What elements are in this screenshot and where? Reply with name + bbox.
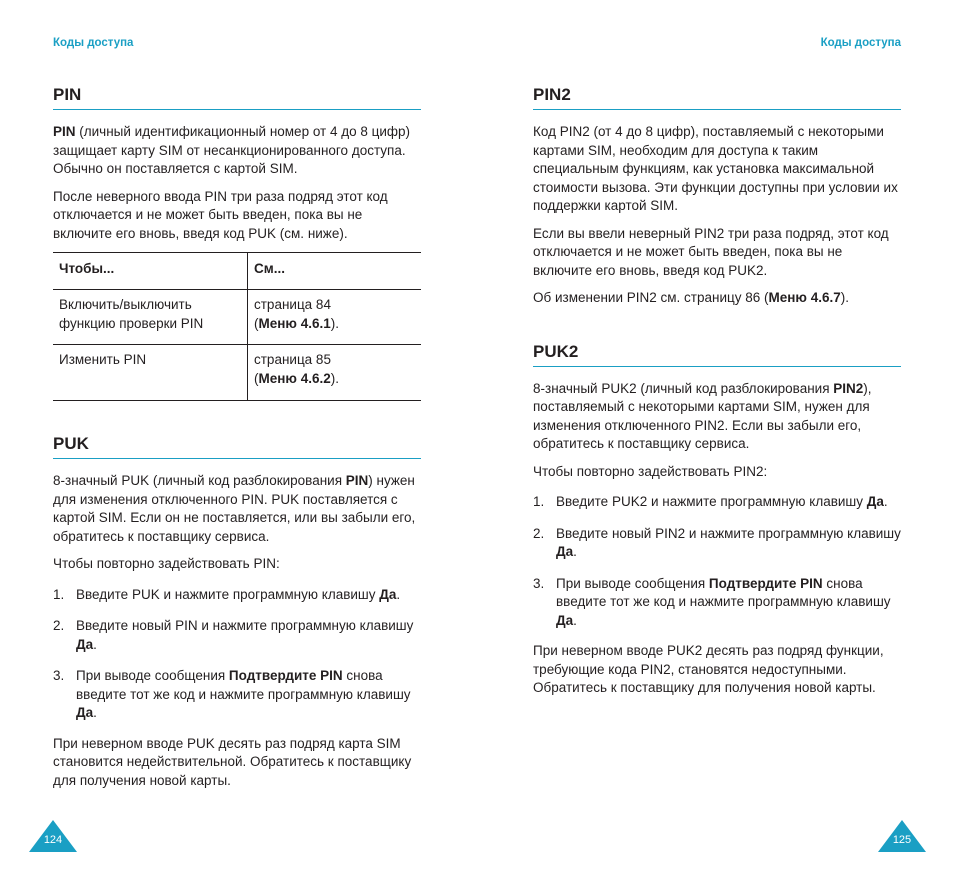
text: (личный идентификационный номер от 4 до 8 цифр) защищает карту SIM от несанкционированного доступа. Обычно он поставляется с картой SIM. (53, 124, 411, 176)
right-page (477, 0, 954, 886)
paren: ( (254, 316, 259, 331)
list-item (53, 586, 421, 605)
table-cell (248, 345, 422, 401)
puk-paragraph-1 (53, 472, 421, 546)
section-title: PUK2 (533, 341, 579, 361)
text: ). (840, 290, 849, 305)
softkey-label: Да (556, 612, 574, 628)
softkey-label: Да (866, 494, 884, 509)
section-heading-pin (53, 85, 421, 110)
section-title: PIN (53, 85, 82, 104)
page-number-marker (29, 820, 77, 852)
puk-paragraph-3: При неверном вводе PUK десять раз подряд карта SIM становится недействительной. Обратитесь к поставщику для получения новой карты. (53, 735, 412, 788)
softkey-label: Да (76, 636, 94, 652)
section-heading-puk (53, 434, 421, 459)
step-number: 2. (533, 525, 545, 541)
step-number: 3. (533, 575, 545, 591)
message-label: Подтвердите PIN (708, 575, 823, 591)
running-header: Коды доступа (820, 37, 901, 49)
step-number: 2. (53, 618, 65, 633)
running-header: Коды доступа (53, 37, 134, 49)
text: ) нужен для изменения отключенного PIN. PUK поставляется с картой SIM. Если он не поставляется, или вы забыли его, обратитесь к поставщику сервиса. (53, 473, 416, 544)
table-cell: Изменить PIN (53, 345, 248, 401)
message-label: Подтвердите PIN (228, 668, 343, 683)
table-cell: Включить/выключить функцию проверки PIN (53, 290, 248, 345)
softkey-label: Да (556, 544, 574, 559)
puk2-paragraph-1 (533, 380, 901, 454)
menu-ref: Меню 4.6.1 (258, 316, 331, 331)
text: ), поставляемый с некоторыми картами SIM, нужен для изменения отключенного PIN2. Если вы забыли его, обратитесь к поставщику сервиса. (533, 380, 872, 451)
list-item (53, 667, 421, 723)
text: Введите PUK и нажмите программную клавишу (76, 586, 380, 602)
table-header-cell: См... (248, 253, 422, 290)
table-header-row (53, 253, 421, 290)
puk2-paragraph-2: Чтобы повторно задействовать PIN2: (533, 463, 768, 479)
list-item (533, 575, 901, 631)
text: Введите PUK2 и нажмите программную клавишу (556, 494, 867, 509)
text: снова введите тот же код и нажмите программную клавишу (556, 575, 891, 609)
text: При выводе сообщения (76, 668, 229, 683)
pin-reference-table (53, 252, 421, 401)
pin2-paragraph-2: Если вы ввели неверный PIN2 три раза подряд, этот код отключается и не может быть введен, пока вы не включите его вновь, введя код PUK2. (533, 225, 889, 278)
section-heading-pin2 (533, 85, 901, 110)
page-number-marker (878, 820, 926, 852)
table-row (53, 290, 421, 345)
term-pin2: PIN2 (833, 380, 864, 396)
text: Введите новый PIN2 и нажмите программную клавишу (556, 525, 901, 541)
text: Введите новый PIN и нажмите программную клавишу (76, 618, 414, 633)
page-ref: страница 84 (254, 297, 331, 312)
step-number: 1. (533, 494, 545, 509)
page-ref: страница 85 (254, 352, 331, 367)
left-column (53, 85, 421, 799)
puk-paragraph-2: Чтобы повторно задействовать PIN: (53, 556, 280, 571)
text: . (573, 544, 577, 559)
term-pin: PIN (53, 124, 76, 139)
table-cell (248, 290, 422, 345)
pin-paragraph-1 (53, 123, 421, 179)
puk2-paragraph-3: При неверном вводе PUK2 десять раз подряд функции, требующие кода PIN2, становятся недоступными. Обратитесь к поставщику для получения новой карты. (533, 643, 884, 695)
paren: ). (330, 316, 339, 331)
text: 8-значный PUK (личный код разблокирования (53, 473, 346, 488)
puk2-steps-list (533, 493, 901, 630)
text: . (573, 612, 577, 628)
table-header-cell: Чтобы... (53, 253, 248, 290)
text: Об изменении PIN2 см. страницу 86 ( (533, 290, 769, 305)
menu-ref: Меню 4.6.7 (768, 290, 841, 305)
text: . (883, 494, 888, 509)
table-row (53, 345, 421, 401)
menu-ref: Меню 4.6.2 (258, 371, 331, 386)
pin-paragraph-2: После неверного ввода PIN три раза подряд этот код отключается и не может быть введен, пока вы не включите его вновь, введя код PUK (см. ниже). (53, 188, 388, 241)
text: . (93, 705, 97, 720)
pin2-paragraph-3 (533, 289, 901, 308)
page-number: 124 (43, 834, 63, 846)
term-pin: PIN (345, 473, 369, 488)
right-column (533, 85, 901, 707)
step-number: 1. (53, 586, 65, 602)
text: снова введите тот же код и нажмите программную клавишу (76, 668, 411, 702)
text: 8-значный PUK2 (личный код разблокирования (533, 380, 834, 396)
text: . (396, 586, 401, 602)
section-title: PUK (53, 434, 89, 453)
list-item (533, 493, 901, 512)
pin2-paragraph-1: Код PIN2 (от 4 до 8 цифр), поставляемый с некоторыми картами SIM, необходим для доступа к таким специальным функциям, как установка максимальной стоимости вызова. Эти функции доступны при условии их поддержки картой SIM. (533, 124, 898, 213)
text: При выводе сообщения (556, 575, 709, 591)
section-heading-puk2 (533, 342, 901, 367)
puk-steps-list (53, 586, 421, 723)
paren: ( (254, 371, 259, 386)
list-item (533, 525, 901, 562)
softkey-label: Да (76, 705, 94, 720)
softkey-label: Да (379, 586, 397, 602)
list-item (53, 617, 421, 654)
text: . (93, 636, 97, 652)
paren: ). (330, 371, 339, 386)
page-number: 125 (892, 834, 912, 846)
section-title: PIN2 (533, 85, 571, 104)
step-number: 3. (53, 668, 65, 683)
